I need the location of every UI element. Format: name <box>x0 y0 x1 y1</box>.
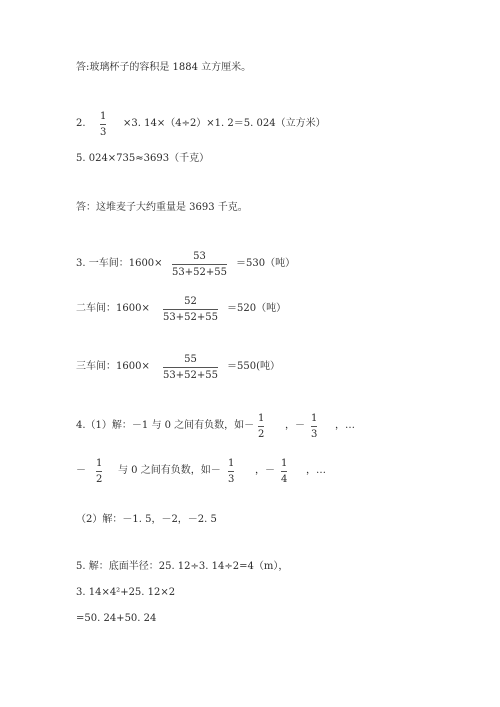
fraction-bar <box>172 264 227 265</box>
fraction-denominator: 3 <box>311 429 318 440</box>
weight-calculation: 5. 024×735≈3693（千克） <box>76 153 210 164</box>
problem-2-expression: ×3. 14×（4÷2）×1. 2＝5. 024（立方米） <box>123 118 326 129</box>
fraction-denominator: 3 <box>100 127 107 138</box>
problem-5-radius: 5. 解：底面半径：25. 12÷3. 14÷2=4（m）， <box>76 561 289 572</box>
fraction-numerator: 52 <box>184 296 197 307</box>
fraction-numerator: 1 <box>96 458 103 469</box>
separator-2: ，－ <box>255 465 275 476</box>
fraction-neg-quarter <box>281 458 287 485</box>
problem-2-number: 2. <box>76 118 86 129</box>
fraction-neg-half-2 <box>96 458 102 485</box>
minus-sign: － <box>76 465 86 476</box>
answer-cup-volume: 答:玻璃杯子的容积是 1884 立方厘米。 <box>76 62 252 73</box>
ellipsis: ，… <box>335 420 355 431</box>
workshop-1-prefix: 3. 一车间：1600× <box>76 258 163 269</box>
fraction-denominator: 4 <box>281 474 288 485</box>
workshop-3-result: ＝550(吨） <box>227 361 280 372</box>
workshop-2-result: ＝520（吨） <box>227 303 287 314</box>
fraction-numerator: 1 <box>258 413 265 424</box>
fraction-bar <box>100 124 106 125</box>
fraction-denominator: 53+52+55 <box>172 267 227 278</box>
fraction-denominator: 2 <box>96 474 103 485</box>
fraction-numerator: 55 <box>184 354 197 365</box>
fraction-workshop-2 <box>163 296 218 323</box>
separator: ，－ <box>285 420 305 431</box>
problem-4-part-1-text: 4.（1）解：－1 与 0 之间有负数，如－ <box>76 420 255 431</box>
workshop-3-prefix: 三车间：1600× <box>76 361 150 372</box>
fraction-bar <box>96 471 102 472</box>
fraction-bar <box>228 471 234 472</box>
answer-wheat-weight: 答：这堆麦子大约重量是 3693 千克。 <box>76 202 248 213</box>
fraction-numerator: 53 <box>193 251 206 262</box>
workshop-1-result: ＝530（吨） <box>236 258 296 269</box>
problem-5-area-sum: =50. 24+50. 24 <box>76 613 157 624</box>
fraction-bar <box>163 309 218 310</box>
fraction-bar <box>163 367 218 368</box>
fraction-workshop-1 <box>172 251 227 278</box>
workshop-2-prefix: 二车间：1600× <box>76 303 150 314</box>
fraction-numerator: 1 <box>281 458 288 469</box>
fraction-neg-third <box>311 413 317 440</box>
fraction-one-third <box>100 111 106 138</box>
fraction-denominator: 53+52+55 <box>163 370 218 381</box>
fraction-numerator: 1 <box>311 413 318 424</box>
fraction-neg-half <box>258 413 264 440</box>
fraction-denominator: 53+52+55 <box>163 312 218 323</box>
fraction-workshop-3 <box>163 354 218 381</box>
fraction-bar <box>311 426 317 427</box>
fraction-numerator: 1 <box>228 458 235 469</box>
problem-4-part-2: （2）解：－1. 5，－2，－2. 5 <box>76 514 217 525</box>
problem-4-part-1-text-2: 与 0 之间有负数，如－ <box>118 465 221 476</box>
fraction-bar <box>258 426 264 427</box>
fraction-neg-third-2 <box>228 458 234 485</box>
ellipsis-2: ，… <box>306 465 326 476</box>
fraction-denominator: 2 <box>258 429 265 440</box>
fraction-denominator: 3 <box>228 474 235 485</box>
fraction-bar <box>281 471 287 472</box>
fraction-numerator: 1 <box>100 111 107 122</box>
problem-5-area-expression: 3. 14×4²+25. 12×2 <box>76 587 176 598</box>
